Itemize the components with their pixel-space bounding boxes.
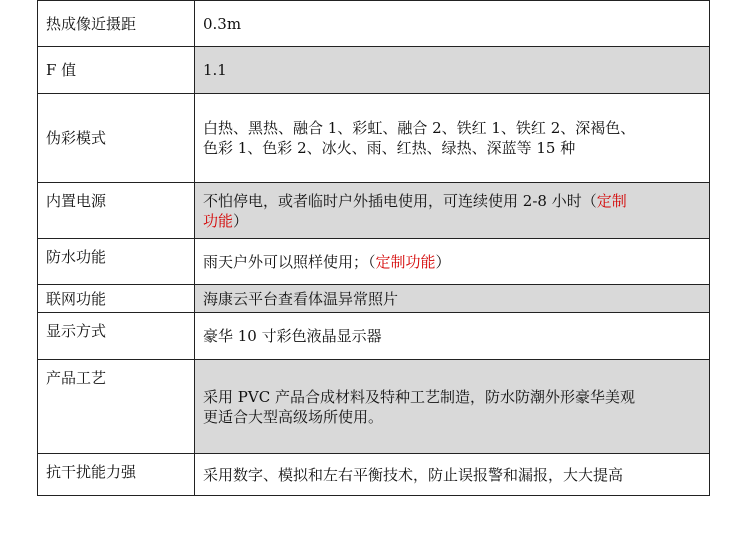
row-label: 伪彩模式 [38,94,195,183]
highlight-text: 功能 [203,211,234,230]
row-value: 采用数字、模拟和左右平衡技术，防止误报警和漏报，大大提高 [195,454,710,496]
row-value: 豪华 10 寸彩色液晶显示器 [195,313,710,360]
highlight-text: 定制 [596,191,627,210]
row-value [195,94,710,183]
table-row [38,94,710,183]
value-line: 更适合大型高级场所使用。 [203,407,384,426]
value-line: 采用 PVC 产品合成材料及特种工艺制造，防水防潮外形豪华美观 [203,387,635,406]
value-line: 白热、黑热、融合 1、彩虹、融合 2、铁红 1、铁红 2、深褐色、 [203,119,636,137]
row-label: 产品工艺 [38,360,195,454]
table-row [38,47,710,94]
row-label: 联网功能 [38,285,195,313]
table-row [38,183,710,239]
table-row [38,1,710,47]
table-row [38,454,710,496]
row-value [195,183,710,239]
row-label: 显示方式 [38,313,195,360]
row-label: 内置电源 [38,183,195,239]
row-value [195,239,710,285]
value-text: ） [233,211,249,230]
table-row [38,313,710,360]
highlight-text: 定制功能 [375,252,436,271]
row-value: 0.3m [195,1,710,47]
value-text: ） [435,252,451,271]
table-row [38,285,710,313]
row-value: 1.1 [195,47,710,94]
row-label: 防水功能 [38,239,195,285]
table-row [38,360,710,454]
value-line: 色彩 1、色彩 2、冰火、雨、红热、绿热、深蓝等 15 种 [203,139,576,157]
row-label: 抗干扰能力强 [38,454,195,496]
value-text: 不怕停电，或者临时户外插电使用，可连续使用 2-8 小时（ [203,191,597,210]
row-value [195,360,710,454]
value-text: 雨天户外可以照样使用；（ [203,252,376,271]
row-label: F 值 [38,47,195,94]
row-label: 热成像近摄距 [38,1,195,47]
spec-table [37,0,710,496]
table-row [38,239,710,285]
row-value: 海康云平台查看体温异常照片 [195,285,710,313]
